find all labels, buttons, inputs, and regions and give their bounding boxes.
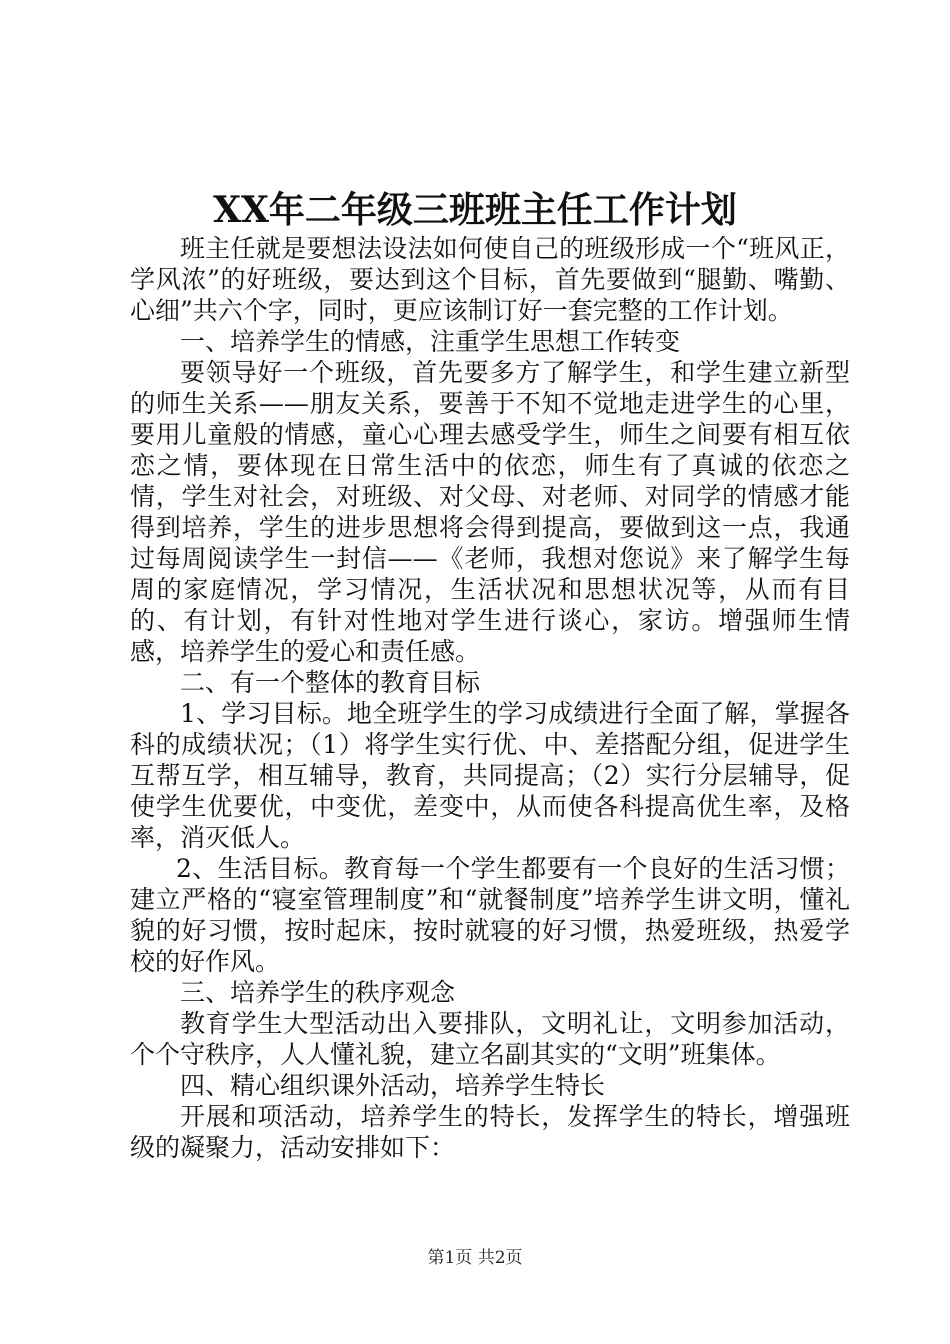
document-title: XX年二年级三班班主任工作计划	[213, 189, 737, 231]
section-heading-3: 三、培养学生的秩序观念	[180, 978, 456, 1007]
section-heading-1: 一、培养学生的情感，注重学生思想工作转变	[180, 327, 681, 356]
intro-paragraph: 班主任就是要想法设法如何使自己的班级形成一个“班风正，学风浓”的好班级，要达到这个目标，首先要做到“腿勤、嘴勤、心细”共六个字，同时，更应该制订好一套完整的工作计划。	[130, 234, 850, 325]
page-number-footer: 第1页 共2页	[427, 1248, 523, 1268]
section-heading-2: 二、有一个整体的教育目标	[180, 668, 481, 697]
life-goal-paragraph: 2、生活目标。教育每一个学生都要有一个良好的生活习惯；建立严格的“寝室管理制度”和“就餐制度”培养学生讲文明，懂礼貌的好习惯，按时起床，按时就寝的好习惯，热爱班级，热爱学校的好作风。	[130, 854, 850, 976]
section-3-paragraph: 教育学生大型活动出入要排队，文明礼让，文明参加活动，个个守秩序，人人懂礼貌，建立名副其实的“文明”班集体。	[130, 1009, 850, 1069]
section-4-paragraph: 开展和项活动，培养学生的特长，发挥学生的特长，增强班级的凝聚力，活动安排如下：	[130, 1102, 850, 1162]
section-heading-4: 四、精心组织课外活动，培养学生特长	[180, 1071, 606, 1100]
document-body	[130, 233, 850, 1163]
section-1-paragraph: 要领导好一个班级，首先要多方了解学生，和学生建立新型的师生关系——朋友关系，要善于不知不觉地走进学生的心里，要用儿童般的情感，童心心理去感受学生，师生之间要有相互依恋之情，要体现在日常生活中的依恋，师生有了真诚的依恋之情，学生对社会，对班级、对父母、对老师、对同学的情感才能得到培养，学生的进步思想将会得到提高，要做到这一点，我通过每周阅读学生一封信——《老师，我想对您说》来了解学生每周的家庭情况，学习情况，生活状况和思想状况等，从而有目的、有计划，有针对性地对学生进行谈心，家访。增强师生情感，培养学生的爱心和责任感。	[130, 358, 850, 666]
learning-goal-paragraph: 1、学习目标。地全班学生的学习成绩进行全面了解，掌握各科的成绩状况；（1）将学生实行优、中、差搭配分组，促进学生互帮互学，相互辅导，教育，共同提高；（2）实行分层辅导，促使学生优要优，中变优，差变中，从而使各科提高优生率，及格率，消灭低人。	[130, 699, 850, 852]
